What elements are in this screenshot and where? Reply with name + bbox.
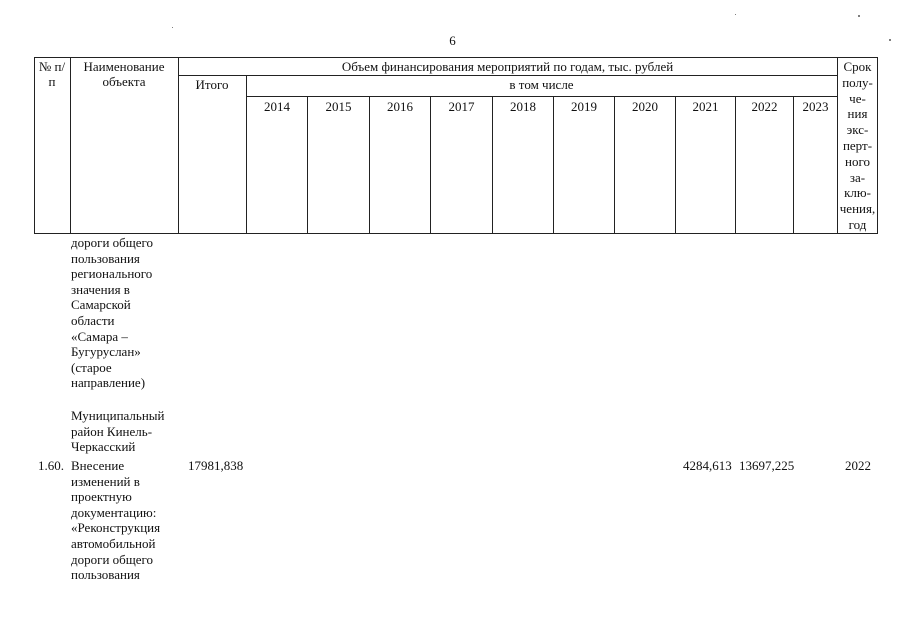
name-line: области [71, 312, 115, 328]
row-object-name [71, 458, 181, 583]
name-line: Внесение [71, 458, 125, 473]
scan-speck [889, 39, 891, 41]
row-value-2022: 13697,225 [739, 458, 795, 473]
header-year-2014: 2014 [264, 99, 290, 114]
header-deadline-line: перт- [842, 137, 873, 153]
header-year-2023: 2023 [802, 99, 829, 114]
header-col-divider [70, 57, 71, 234]
header-deadline-line: полу- [842, 74, 873, 90]
page-number: 6 [449, 33, 456, 48]
header-deadline-line: за- [849, 169, 866, 185]
header-col-divider [675, 96, 676, 234]
header-deadline-line: ного [845, 153, 870, 169]
header-year-2019: 2019 [571, 99, 597, 114]
name-line: регионального [71, 266, 153, 282]
section-title-line: район Кинель- [71, 423, 153, 439]
continuation-object-name [71, 235, 179, 391]
row-value-2021: 4284,613 [683, 458, 732, 473]
section-title-line: Муниципальный [71, 408, 165, 423]
name-line: Самарской [71, 297, 131, 313]
header-col-divider [553, 96, 554, 234]
header-year-2016: 2016 [387, 99, 413, 114]
header-deadline-line: чения, [839, 201, 876, 217]
header-deadline-line: клю- [844, 185, 871, 201]
header-year-2018: 2018 [510, 99, 536, 114]
header-col-divider [430, 96, 431, 234]
header-funding: Объем финансирования мероприятий по годам, тыс. рублей [341, 59, 674, 74]
header-deadline-line: год [848, 216, 867, 232]
header-col-divider [735, 96, 736, 234]
name-line: значения в [71, 281, 130, 297]
header-year-2015: 2015 [325, 99, 352, 114]
header-col-divider [793, 96, 794, 234]
row-number: 1.60. [38, 458, 64, 473]
name-line: документацию: [71, 504, 157, 520]
row-deadline: 2022 [845, 458, 871, 473]
name-line: «Самара – [71, 328, 128, 344]
header-deadline-line: Срок [843, 59, 872, 74]
name-line: дороги общего [71, 235, 154, 250]
header-bottom-border [34, 233, 878, 234]
name-line: пользования [71, 567, 140, 583]
header-left-border [34, 57, 35, 234]
header-deadline-line: ния [847, 106, 868, 122]
header-deadline-line: экс- [846, 122, 869, 138]
header-deadline-line: че- [849, 90, 866, 106]
header-year-2021: 2021 [692, 99, 719, 114]
header-top-border [34, 57, 878, 58]
name-line: изменений в [71, 473, 140, 489]
scan-speck [858, 15, 860, 17]
header-col-divider [178, 57, 179, 234]
header-including: в том числе [509, 77, 574, 92]
name-line: Бугуруслан» [71, 344, 141, 360]
header-col-divider [614, 96, 615, 234]
header-col-divider [307, 96, 308, 234]
scan-speck [172, 27, 173, 28]
header-deadline [838, 59, 877, 233]
header-year-2020: 2020 [632, 99, 658, 114]
name-line: проектную [71, 489, 132, 505]
name-line: пользования [71, 250, 140, 266]
scan-speck [735, 14, 736, 15]
header-year-2017: 2017 [448, 99, 475, 114]
header-including-divider [246, 96, 837, 97]
name-line: дороги общего [71, 551, 154, 567]
header-col-divider [369, 96, 370, 234]
section-title-line: Черкасский [71, 439, 136, 455]
header-right-border [877, 57, 878, 234]
name-line: направление) [71, 375, 146, 391]
name-line: автомобильной [71, 535, 156, 551]
section-title [71, 408, 181, 455]
header-funding-divider [178, 75, 837, 76]
header-col-divider [492, 96, 493, 234]
header-number: № п/п [38, 59, 66, 89]
name-line: «Реконструкция [71, 520, 161, 536]
header-object-name: Наименование объекта [83, 59, 165, 89]
header-total: Итого [195, 77, 229, 92]
name-line: (старое [71, 359, 112, 375]
header-year-2022: 2022 [751, 99, 778, 114]
row-total: 17981,838 [188, 458, 244, 473]
